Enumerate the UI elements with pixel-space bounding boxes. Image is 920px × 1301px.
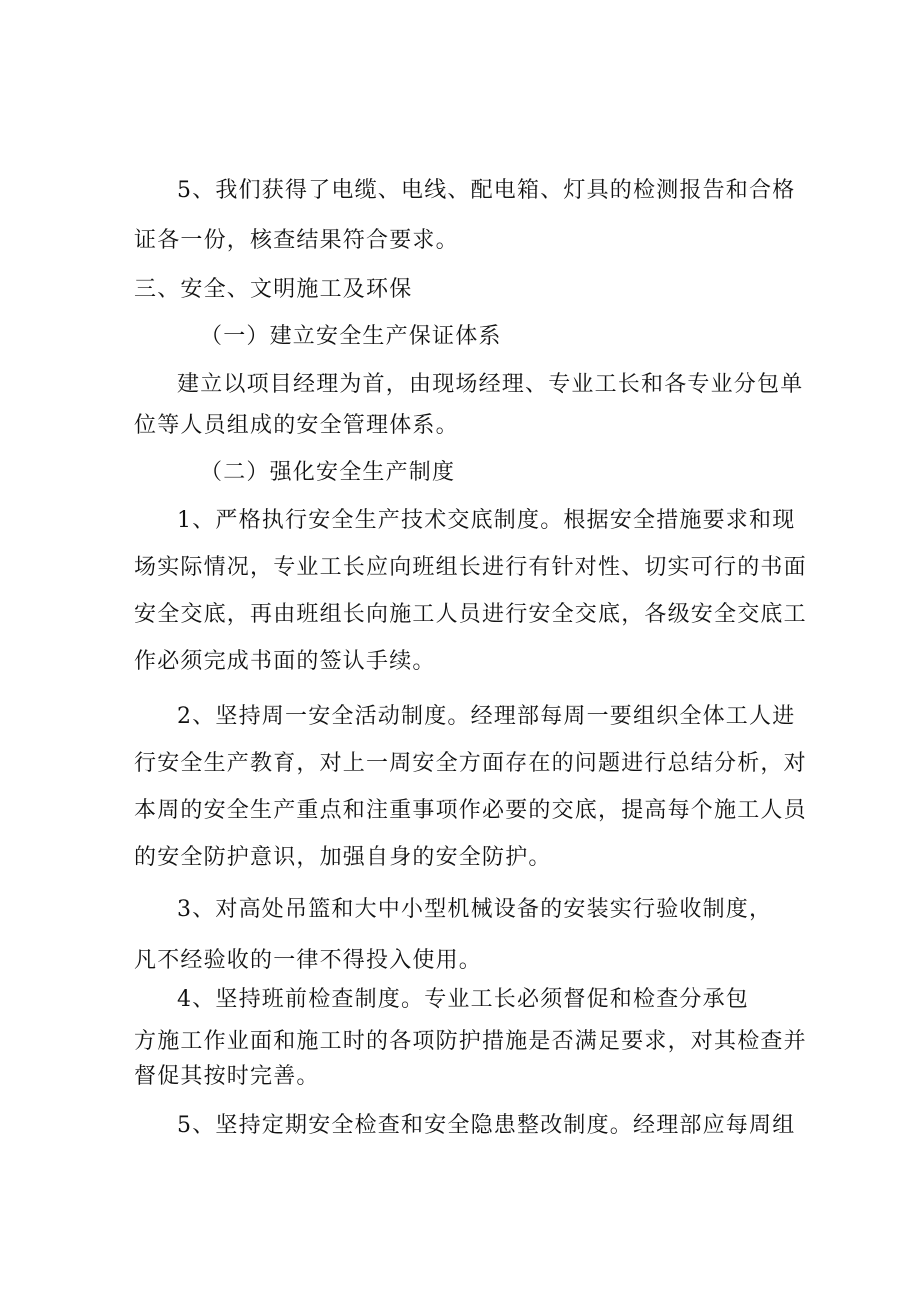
paragraph-line: 场实际情况，专业工长应向班组长进行有针对性、切实可行的书面 [134, 555, 807, 580]
paragraph-line: 证各一份，核查结果符合要求。 [134, 228, 459, 253]
paragraph-line: 行安全生产教育，对上一周安全方面存在的问题进行总结分析，对 [134, 751, 807, 776]
paragraph-line: 建立以项目经理为首，由现场经理、专业工长和各专业分包单 [177, 372, 804, 397]
subsection-heading: （二）强化安全生产制度 [200, 460, 456, 485]
paragraph-line: 作必须完成书面的签认手续。 [134, 649, 436, 674]
paragraph-line: 2、坚持周一安全活动制度。经理部每周一要组织全体工人进 [177, 704, 796, 729]
paragraph-line: 方施工作业面和施工时的各项防护措施是否满足要求，对其检查并 [134, 1029, 807, 1054]
paragraph-line: 本周的安全生产重点和注重事项作必要的交底，提高每个施工人员 [134, 798, 807, 823]
paragraph-line: 3、对高处吊篮和大中小型机械设备的安装实行验收制度， [177, 897, 773, 922]
section-heading: 三、安全、文明施工及环保 [134, 277, 413, 302]
paragraph-line: 1、严格执行安全生产技术交底制度。根据安全措施要求和现 [177, 508, 796, 533]
paragraph-line: 5、坚持定期安全检查和安全隐患整改制度。经理部应每周组 [177, 1113, 796, 1138]
paragraph-line: 4、坚持班前检查制度。专业工长必须督促和检查分承包 [177, 987, 749, 1012]
paragraph-line: 5、我们获得了电缆、电线、配电箱、灯具的检测报告和合格 [177, 178, 796, 203]
paragraph-line: 的安全防护意识，加强自身的安全防护。 [134, 845, 552, 870]
paragraph-line: 督促其按时完善。 [134, 1064, 320, 1089]
paragraph-line: 安全交底，再由班组长向施工人员进行安全交底，各级安全交底工 [134, 602, 807, 627]
subsection-heading: （一）建立安全生产保证体系 [200, 324, 502, 349]
paragraph-line: 凡不经验收的一律不得投入使用。 [134, 948, 483, 973]
paragraph-line: 位等人员组成的安全管理体系。 [134, 413, 459, 438]
